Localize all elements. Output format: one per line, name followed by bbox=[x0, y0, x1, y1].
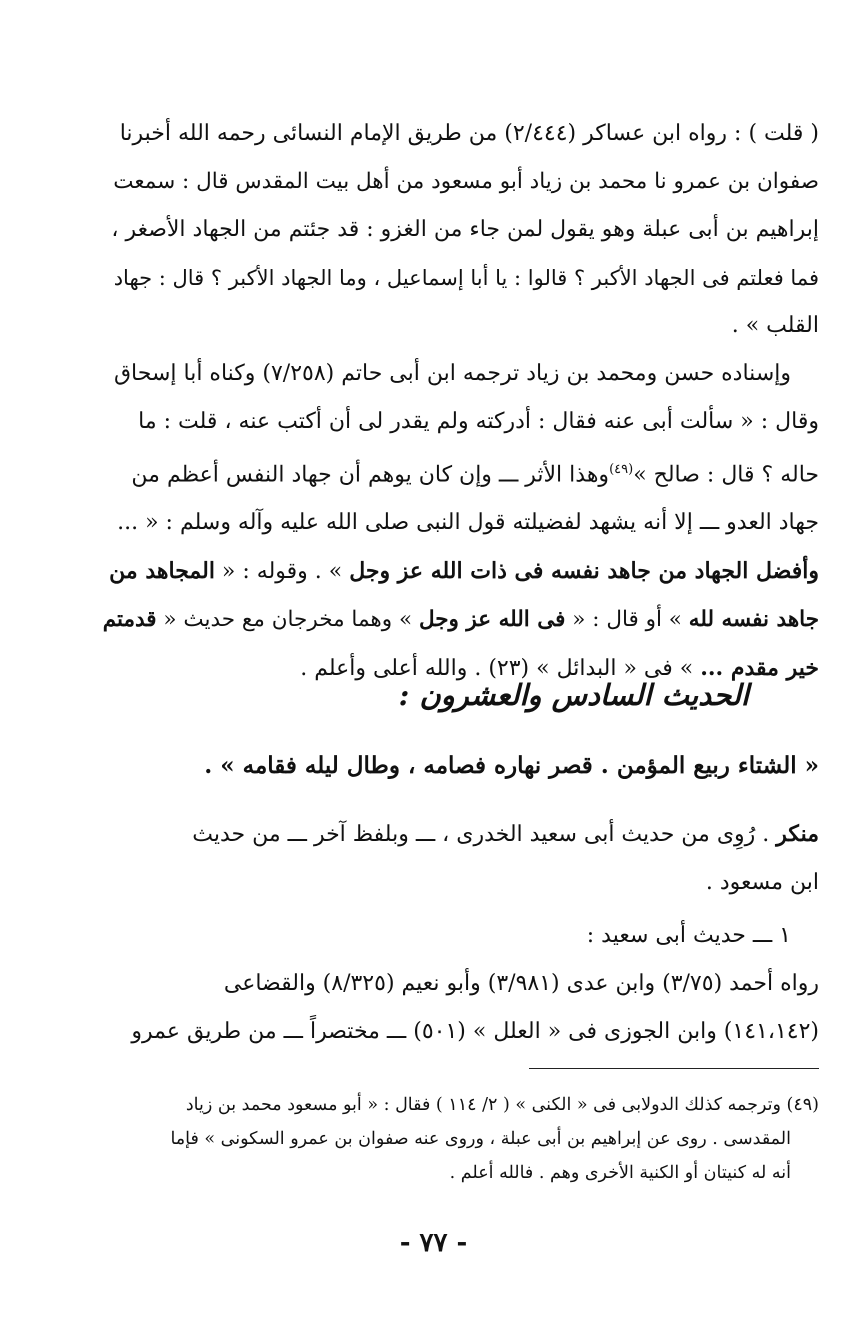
paragraph-takhrij bbox=[101, 110, 819, 350]
bold-quote: قدمتم bbox=[102, 607, 157, 633]
text-line: ابن مسعود . bbox=[705, 870, 819, 895]
text-span: . رُوِى من حديث أبى سعيد الخدرى ، ـــ وبلفظ آخر ـــ من حديث bbox=[192, 822, 777, 847]
text-line bbox=[101, 446, 819, 499]
text-line: صفوان بن عمرو نا محمد بن زياد أبو مسعود من أهل بيت المقدس قال : سمعت bbox=[113, 169, 819, 194]
text-line: القلب » . bbox=[731, 313, 819, 338]
bold-quote: فى الله عز وجل bbox=[418, 607, 566, 633]
text-line: إبراهيم بن أبى عبلة وهو يقول لمن جاء من الغزو : قد جئتم من الجهاد الأصغر ، bbox=[111, 217, 819, 242]
text-line: وقال : « سألت أبى عنه فقال : أدركته ولم يقدر لى أن أكتب عنه ، قلت : ما bbox=[138, 409, 819, 434]
page-number: - ٧٧ - bbox=[399, 1228, 468, 1258]
text-span: » أو قال : « bbox=[565, 607, 689, 633]
text-line: ١ ـــ حديث أبى سعيد : bbox=[586, 923, 791, 948]
text-line: رواه أحمد (٣/٧٥) وابن عدى (٣/٩٨١) وأبو نعيم (٨/٣٢٥) والقضاعى bbox=[223, 971, 819, 996]
grading-label: منكر bbox=[776, 821, 819, 847]
text-line bbox=[101, 596, 819, 644]
bold-quote: وأفضل الجهاد من جاهد نفسه فى ذات الله عز وجل bbox=[349, 558, 819, 585]
bold-quote: المجاهد من bbox=[109, 558, 215, 585]
text-span: » وهما مخرجان مع حديث « bbox=[156, 607, 419, 633]
text-line: وإسناده حسن ومحمد بن زياد ترجمه ابن أبى حاتم (٧/٢٥٨) وكناه أبا إسحاق bbox=[113, 361, 791, 386]
text-line bbox=[101, 810, 819, 859]
text-line: (١٤١،١٤٢) وابن الجوزى فى « العلل » (٥٠١) ـــ مختصراً ـــ من طريق عمرو bbox=[131, 1019, 819, 1044]
footnote-line: أنه له كنيتان أو الكنية الأخرى وهم . فالله أعلم . bbox=[449, 1163, 791, 1183]
text-span: » . وقوله : « bbox=[214, 559, 350, 585]
paragraph-grading bbox=[101, 810, 819, 907]
hadith-text: « الشتاء ربيع المؤمن . قصر نهاره فصامه ، وطال ليله فقامه » . bbox=[204, 752, 819, 779]
footnote-line: المقدسى . روى عن إبراهيم بن أبى عبلة ، وروى عنه صفوان بن عمرو السكونى » فإما bbox=[170, 1129, 791, 1149]
text-span: حاله ؟ قال : صالح » bbox=[633, 462, 819, 488]
text-line: جهاد العدو ـــ إلا أنه يشهد لفضيلته قول النبى صلى الله عليه وآله وسلم : « ... bbox=[117, 510, 819, 536]
section-heading: الحديث السادس والعشرون : bbox=[398, 678, 749, 712]
footnote-line: (٤٩) وترجمه كذلك الدولابى فى « الكنى » ( ٢/ ١١٤ ) فقال : « أبو مسعود محمد بن زياد bbox=[185, 1095, 819, 1115]
bold-quote: جاهد نفسه لله bbox=[688, 607, 819, 633]
text-line bbox=[101, 547, 819, 596]
paragraph-narration bbox=[101, 912, 819, 1056]
footnote bbox=[101, 1088, 819, 1190]
text-span: وهذا الأثر ـــ وإن كان يوهم أن جهاد النفس أعظم من bbox=[131, 462, 610, 488]
text-span: » فى « البدائل » (٢٣) . والله أعلى وأعلم . bbox=[300, 656, 701, 682]
text-line: ( قلت ) : رواه ابن عساكر (٢/٤٤٤) من طريق الإمام النسائى رحمه الله أخبرنا bbox=[119, 121, 819, 146]
text-line: فما فعلتم فى الجهاد الأكبر ؟ قالوا : يا أبا إسماعيل ، وما الجهاد الأكبر ؟ قال : جهاد bbox=[113, 266, 819, 290]
footnote-divider bbox=[529, 1068, 819, 1069]
footnote-ref[interactable]: (٤٩) bbox=[609, 462, 634, 477]
bold-quote: خير مقدم ... bbox=[700, 655, 819, 682]
paragraph-isnad bbox=[101, 350, 819, 693]
